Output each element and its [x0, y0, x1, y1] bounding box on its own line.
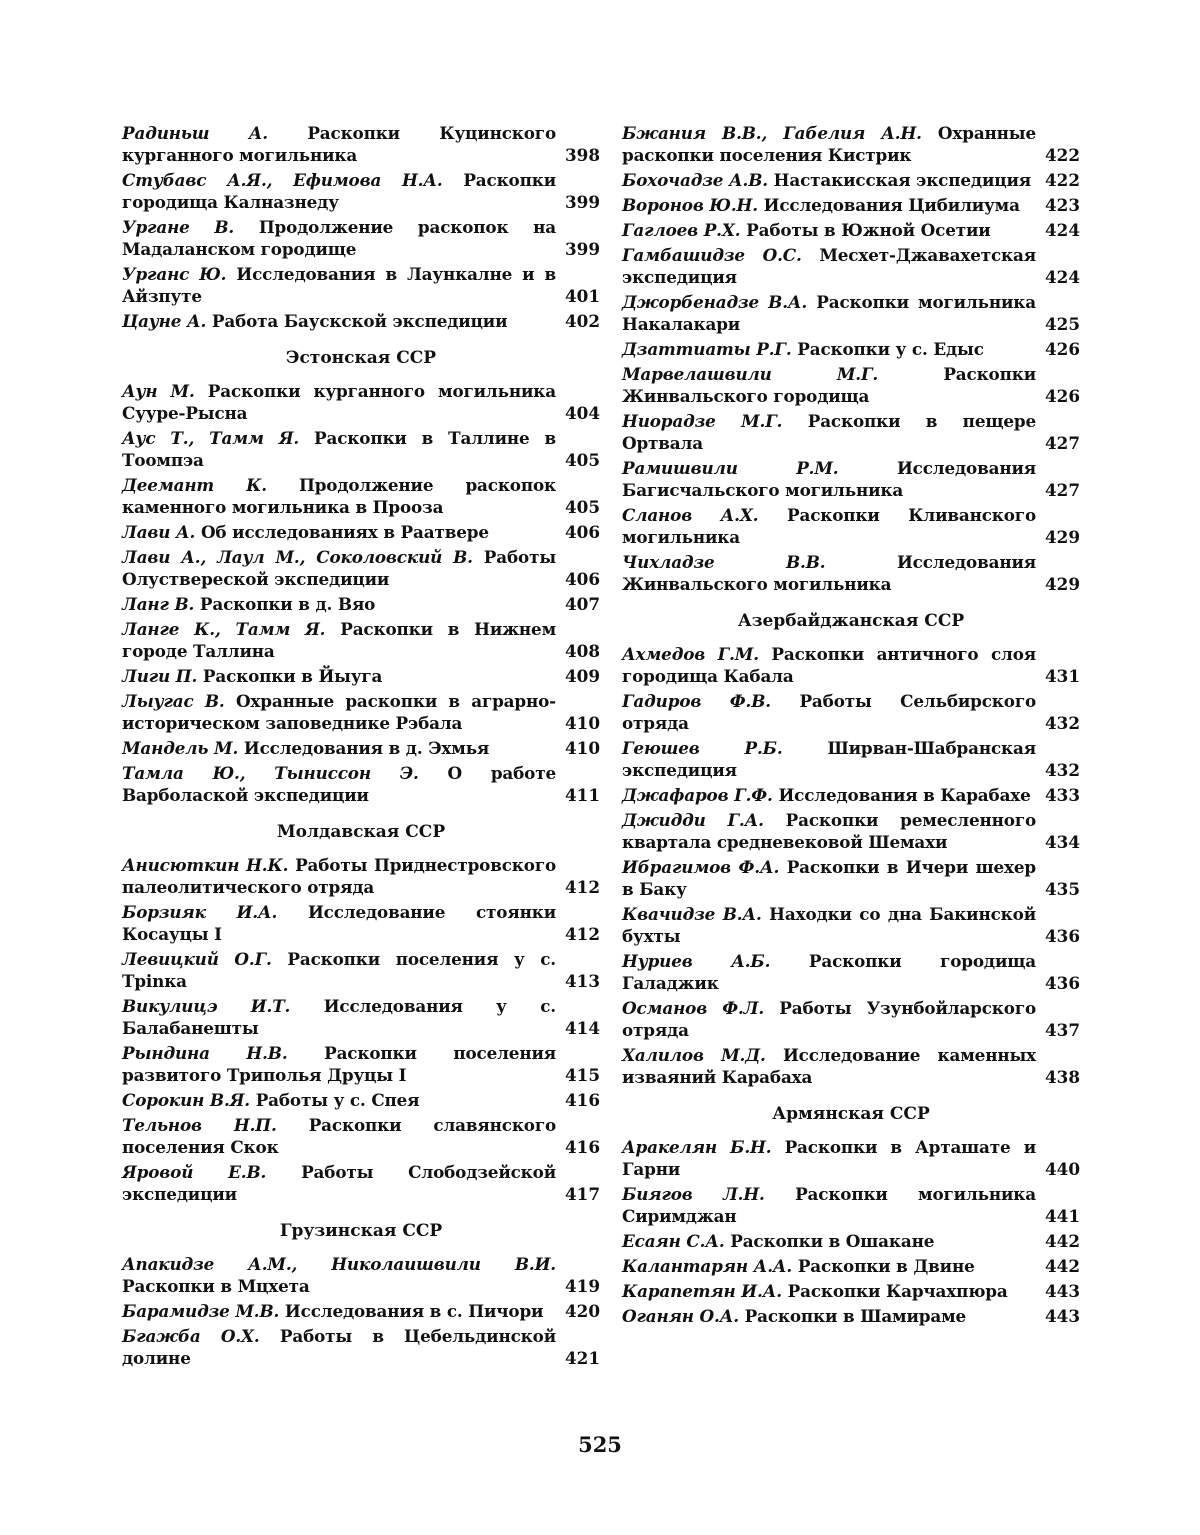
toc-entry: [622, 784, 1080, 806]
toc-entry: [622, 1044, 1080, 1088]
entry-author: Геюшев Р.Б.: [622, 738, 783, 758]
entry-author: Халилов М.Д.: [622, 1045, 766, 1065]
toc-entry: [122, 1114, 600, 1158]
entry-author: Аун М.: [122, 381, 195, 401]
entry-title: Охранные раскопки в аграрно-историческом заповеднике Рэбала: [122, 691, 556, 733]
entry-page-number: 405: [564, 497, 600, 517]
entry-title: Работы у с. Спея: [255, 1090, 420, 1110]
toc-entry: [122, 474, 600, 518]
entry-author: Лиги П.: [122, 666, 198, 686]
entry-page-number: 426: [1044, 339, 1080, 359]
entry-page-number: 406: [564, 522, 600, 542]
entry-title: Раскопки в пещере Ортвала: [622, 411, 1036, 453]
entry-page-number: 431: [1044, 666, 1080, 686]
toc-entry: [622, 1183, 1080, 1227]
entry-page-number: 410: [564, 713, 600, 733]
entry-author: Гадиров Ф.В.: [622, 691, 771, 711]
entry-author: Стубавс А.Я., Ефимова Н.А.: [122, 170, 443, 190]
entry-title: Раскопки поселения у с. Трinка: [122, 949, 556, 991]
entry-author: Джафаров Г.Ф.: [622, 785, 773, 805]
entry-page-number: 438: [1044, 1067, 1080, 1087]
entry-author: Ланг В.: [122, 594, 195, 614]
entry-author: Ланге К., Тамм Я.: [122, 619, 326, 639]
entry-author: Бжания В.В., Габелия А.Н.: [622, 123, 922, 143]
toc-entry: [122, 169, 600, 213]
toc-entry: [122, 427, 600, 471]
entry-author: Сорокин В.Я.: [122, 1090, 250, 1110]
entry-title: Раскопки в д. Вяо: [199, 594, 376, 614]
entry-author: Борзияк И.А.: [122, 902, 278, 922]
entry-author: Гамбашидзе О.С.: [622, 245, 802, 265]
entry-page-number: 436: [1044, 926, 1080, 946]
toc-entry: [622, 169, 1080, 191]
toc-entry: [622, 1255, 1080, 1277]
toc-entry: [622, 1230, 1080, 1252]
toc-entry: [622, 244, 1080, 288]
entry-page-number: 399: [564, 192, 600, 212]
entry-author: Чихладзе В.В.: [622, 552, 826, 572]
entry-title: Ширван-Шабранская экспедиция: [622, 738, 1036, 780]
section-heading: Грузинская ССР: [279, 1221, 443, 1241]
entry-title: Об исследованиях в Раатвере: [200, 522, 489, 542]
entry-author: Ниорадзе М.Г.: [622, 411, 783, 431]
entry-author: Лави А., Лаул М., Соколовский В.: [122, 547, 473, 567]
toc-entry: [622, 737, 1080, 781]
entry-author: Османов Ф.Л.: [622, 998, 765, 1018]
entry-title: Раскопки в Таллине в Тоомпэа: [122, 428, 556, 470]
toc-entry: [122, 1300, 600, 1322]
entry-author: Урганс Ю.: [122, 264, 227, 284]
entry-page-number: 412: [564, 924, 600, 944]
toc-entry: [122, 995, 600, 1039]
entry-title: Раскопки в Ошакане: [730, 1231, 935, 1251]
entry-title: Раскопки в Нижнем городе Таллина: [122, 619, 556, 661]
toc-entry: [622, 194, 1080, 216]
toc-entry: [622, 338, 1080, 360]
toc-entry: [122, 901, 600, 945]
toc-entry: [122, 216, 600, 260]
entry-page-number: 443: [1044, 1281, 1080, 1301]
entry-page-number: 427: [1044, 480, 1080, 500]
entry-title: Работы Узунбойларского отряда: [622, 998, 1036, 1040]
toc-entry: [122, 310, 600, 332]
toc-entry: [622, 551, 1080, 595]
entry-title: Исследования в Карабахе: [778, 785, 1031, 805]
entry-author: Викулицэ И.Т.: [122, 996, 291, 1016]
entry-title: Исследования Цибилиума: [763, 195, 1020, 215]
entry-page-number: 404: [564, 403, 600, 423]
entry-author: Есаян С.А.: [622, 1231, 725, 1251]
toc-entry: [122, 690, 600, 734]
entry-author: Ургане В.: [122, 217, 235, 237]
entry-title: Раскопки в Йыуга: [202, 666, 383, 686]
entry-author: Лави А.: [122, 522, 196, 542]
entry-page-number: 425: [1044, 314, 1080, 334]
toc-entry: [622, 1280, 1080, 1302]
entry-title: Работы Сельбирского отряда: [622, 691, 1036, 733]
toc-entry: [122, 737, 600, 759]
toc-entry: [622, 1136, 1080, 1180]
entry-page-number: 426: [1044, 386, 1080, 406]
entry-page-number: 437: [1044, 1020, 1080, 1040]
entry-title: Настакисская экспедиция: [773, 170, 1032, 190]
toc-entry: [122, 1089, 600, 1111]
entry-page-number: 433: [1044, 785, 1080, 805]
section-heading: Эстонская ССР: [285, 348, 437, 368]
entry-author: Гаглоев Р.Х.: [622, 220, 741, 240]
toc-entry: [122, 521, 600, 543]
entry-page-number: 398: [564, 145, 600, 165]
entry-author: Радиньш А.: [122, 123, 268, 143]
entry-page-number: 421: [564, 1348, 600, 1368]
entry-author: Апакидзе А.М., Николаишвили В.И.: [122, 1254, 556, 1274]
entry-page-number: 419: [564, 1276, 600, 1296]
entry-author: Мандель М.: [122, 738, 239, 758]
entry-title: Раскопки могильника Сиримджан: [622, 1184, 1036, 1226]
entry-page-number: 402: [564, 311, 600, 331]
entry-title: Раскопки Карчахпюра: [787, 1281, 1008, 1301]
toc-entry: [622, 1305, 1080, 1327]
entry-title: Раскопки поселения развитого Триполья Друцы I: [122, 1043, 556, 1085]
entry-title: Раскопки курганного могильника Сууре-Рысна: [122, 381, 556, 423]
entry-title: Раскопки Кливанского могильника: [622, 505, 1036, 547]
entry-page-number: 432: [1044, 713, 1080, 733]
entry-author: Квачидзе В.А.: [622, 904, 762, 924]
toc-entry: [122, 618, 600, 662]
entry-title: Работы Слободзейской экспедиции: [122, 1162, 556, 1204]
entry-author: Карапетян И.А.: [622, 1281, 782, 1301]
toc-entry: [622, 997, 1080, 1041]
toc-entry: [622, 856, 1080, 900]
entry-page-number: 429: [1044, 527, 1080, 547]
entry-title: Исследования Жинвальского могильника: [622, 552, 1036, 594]
entry-author: Бгажба О.Х.: [122, 1326, 260, 1346]
entry-title: Раскопки в Двине: [797, 1256, 975, 1276]
entry-author: Яровой Е.В.: [122, 1162, 267, 1182]
entry-title: Раскопки античного слоя городища Кабала: [622, 644, 1037, 686]
entry-page-number: 440: [1044, 1159, 1080, 1179]
entry-author: Калантарян А.А.: [622, 1256, 793, 1276]
entry-page-number: 427: [1044, 433, 1080, 453]
entry-author: Биягов Л.Н.: [622, 1184, 765, 1204]
entry-page-number: 410: [564, 738, 600, 758]
toc-entry: [122, 1042, 600, 1086]
entry-title: Исследование каменных изваяний Карабаха: [622, 1045, 1036, 1087]
section-heading: Молдавская ССР: [276, 822, 446, 842]
entry-title: Исследования в Лаункалне и в Айзпуте: [122, 264, 556, 306]
entry-page-number: 443: [1044, 1306, 1080, 1326]
entry-page-number: 405: [564, 450, 600, 470]
entry-page-number: 422: [1044, 145, 1080, 165]
toc-entry: [622, 410, 1080, 454]
entry-author: Джорбенадзе В.А.: [622, 292, 808, 312]
toc-entry: [122, 122, 600, 166]
entry-page-number: 442: [1044, 1231, 1080, 1251]
entry-author: Рамишвили Р.М.: [622, 458, 839, 478]
entry-page-number: 406: [564, 569, 600, 589]
entry-author: Анисюткин Н.К.: [122, 855, 289, 875]
entry-author: Левицкий О.Г.: [122, 949, 272, 969]
entry-page-number: 412: [564, 877, 600, 897]
entry-author: Джидди Г.А.: [622, 810, 764, 830]
entry-page-number: 414: [564, 1018, 600, 1038]
entry-author: Бохочадзе А.В.: [622, 170, 768, 190]
entry-page-number: 413: [564, 971, 600, 991]
entry-page-number: 422: [1044, 170, 1080, 190]
page-number: 525: [578, 1432, 622, 1457]
toc-entry: [622, 903, 1080, 947]
entry-author: Нуриев А.Б.: [622, 951, 771, 971]
entry-author: Тельнов Н.П.: [122, 1115, 277, 1135]
entry-author: Воронов Ю.Н.: [622, 195, 758, 215]
toc-entry: [122, 593, 600, 615]
entry-title: Охранные раскопки поселения Кистрик: [622, 123, 1037, 165]
toc-entry: [122, 854, 600, 898]
entry-title: Раскопки в Арташате и Гарни: [622, 1137, 1037, 1179]
toc-entry: [622, 122, 1080, 166]
entry-author: Лыугас В.: [122, 691, 225, 711]
entry-title: Раскопки городища Калназнеду: [122, 170, 556, 212]
entry-page-number: 420: [564, 1301, 600, 1321]
entry-page-number: 423: [1044, 195, 1080, 215]
entry-author: Марвелашвили М.Г.: [622, 364, 879, 384]
entry-page-number: 401: [564, 286, 600, 306]
entry-title: Исследование стоянки Косауцы I: [122, 902, 556, 944]
entry-page-number: 408: [564, 641, 600, 661]
entry-page-number: 442: [1044, 1256, 1080, 1276]
toc-entry: [622, 643, 1080, 687]
entry-author: Аус Т., Тамм Я.: [122, 428, 300, 448]
entry-title: Раскопки в Ичери шехер в Баку: [622, 857, 1036, 899]
entry-author: Оганян О.А.: [622, 1306, 739, 1326]
entry-title: Раскопки Жинвальского городища: [622, 364, 1036, 406]
entry-title: Раскопки у с. Едыс: [797, 339, 984, 359]
entry-author: Деемант К.: [122, 475, 267, 495]
entry-title: Работы Приднестровского палеолитического отряда: [122, 855, 556, 897]
entry-title: Раскопки в Шамираме: [744, 1306, 967, 1326]
entry-title: Продолжение раскопок каменного могильника в Прооза: [122, 475, 556, 517]
entry-page-number: 416: [564, 1090, 600, 1110]
entry-page-number: 436: [1044, 973, 1080, 993]
entry-author: Барамидзе М.В.: [122, 1301, 280, 1321]
section-heading: Азербайджанская ССР: [737, 611, 965, 631]
toc-entry: [622, 219, 1080, 241]
left-column: [122, 122, 600, 1372]
entry-title: Раскопки в Мцхета: [122, 1276, 310, 1296]
toc-entry: [122, 665, 600, 687]
entry-author: Дзаттиаты Р.Г.: [622, 339, 792, 359]
entry-title: Работы в Южной Осетии: [746, 220, 991, 240]
entry-author: Тамла Ю., Тыниссон Э.: [122, 763, 419, 783]
toc-entry: [622, 504, 1080, 548]
entry-page-number: 424: [1044, 267, 1080, 287]
entry-title: Исследования Багисчальского могильника: [622, 458, 1036, 500]
entry-title: Находки со дна Бакинской бухты: [622, 904, 1036, 946]
entry-author: Аракелян Б.Н.: [622, 1137, 772, 1157]
toc-entry: [622, 950, 1080, 994]
toc-entry: [122, 1253, 600, 1297]
toc-entry: [122, 380, 600, 424]
entry-author: Цауне А.: [122, 311, 207, 331]
entry-title: Раскопки славянского поселения Скок: [122, 1115, 557, 1157]
toc-entry: [122, 263, 600, 307]
entry-page-number: 411: [564, 785, 600, 805]
right-column: [622, 122, 1080, 1330]
entry-author: Рындина Н.В.: [122, 1043, 288, 1063]
entry-page-number: 434: [1044, 832, 1080, 852]
entry-page-number: 441: [1044, 1206, 1080, 1226]
toc-entry: [622, 363, 1080, 407]
entry-title: Раскопки ремесленного квартала средневековой Шемахи: [622, 810, 1036, 852]
entry-page-number: 415: [564, 1065, 600, 1085]
entry-page-number: 435: [1044, 879, 1080, 899]
entry-title: Продолжение раскопок на Мадаланском городище: [122, 217, 556, 259]
entry-author: Ахмедов Г.М.: [622, 644, 759, 664]
entry-title: Работы в Цебельдинской долине: [122, 1326, 556, 1368]
entry-title: Работа Баускской экспедиции: [211, 311, 508, 331]
entry-page-number: 424: [1044, 220, 1080, 240]
entry-page-number: 399: [564, 239, 600, 259]
toc-entry: [122, 1161, 600, 1205]
entry-page-number: 429: [1044, 574, 1080, 594]
entry-title: Раскопки Куцинского курганного могильника: [122, 123, 556, 165]
toc-entry: [622, 291, 1080, 335]
toc-entry: [622, 690, 1080, 734]
entry-page-number: 432: [1044, 760, 1080, 780]
toc-entry: [122, 1325, 600, 1369]
entry-title: Исследования в д. Эхмья: [243, 738, 490, 758]
toc-entry: [122, 948, 600, 992]
entry-page-number: 409: [564, 666, 600, 686]
entry-page-number: 407: [564, 594, 600, 614]
entry-title: О работе Варболаской экспедиции: [122, 763, 556, 805]
toc-entry: [122, 546, 600, 590]
entry-author: Сланов А.Х.: [622, 505, 759, 525]
entry-title: Исследования у с. Балабанешты: [122, 996, 556, 1038]
toc-entry: [622, 809, 1080, 853]
entry-title: Раскопки городища Галаджик: [622, 951, 1036, 993]
entry-title: Раскопки могильника Накалакари: [622, 292, 1036, 334]
section-heading: Армянская ССР: [772, 1104, 930, 1124]
toc-entry: [122, 762, 600, 806]
entry-title: Месхет-Джавахетская экспедиция: [622, 245, 1036, 287]
entry-author: Ибрагимов Ф.А.: [622, 857, 780, 877]
entry-page-number: 417: [564, 1184, 600, 1204]
entry-title: Работы Олуствереской экспедиции: [122, 547, 556, 589]
entry-title: Исследования в с. Пичори: [284, 1301, 544, 1321]
entry-page-number: 416: [564, 1137, 600, 1157]
toc-entry: [622, 457, 1080, 501]
